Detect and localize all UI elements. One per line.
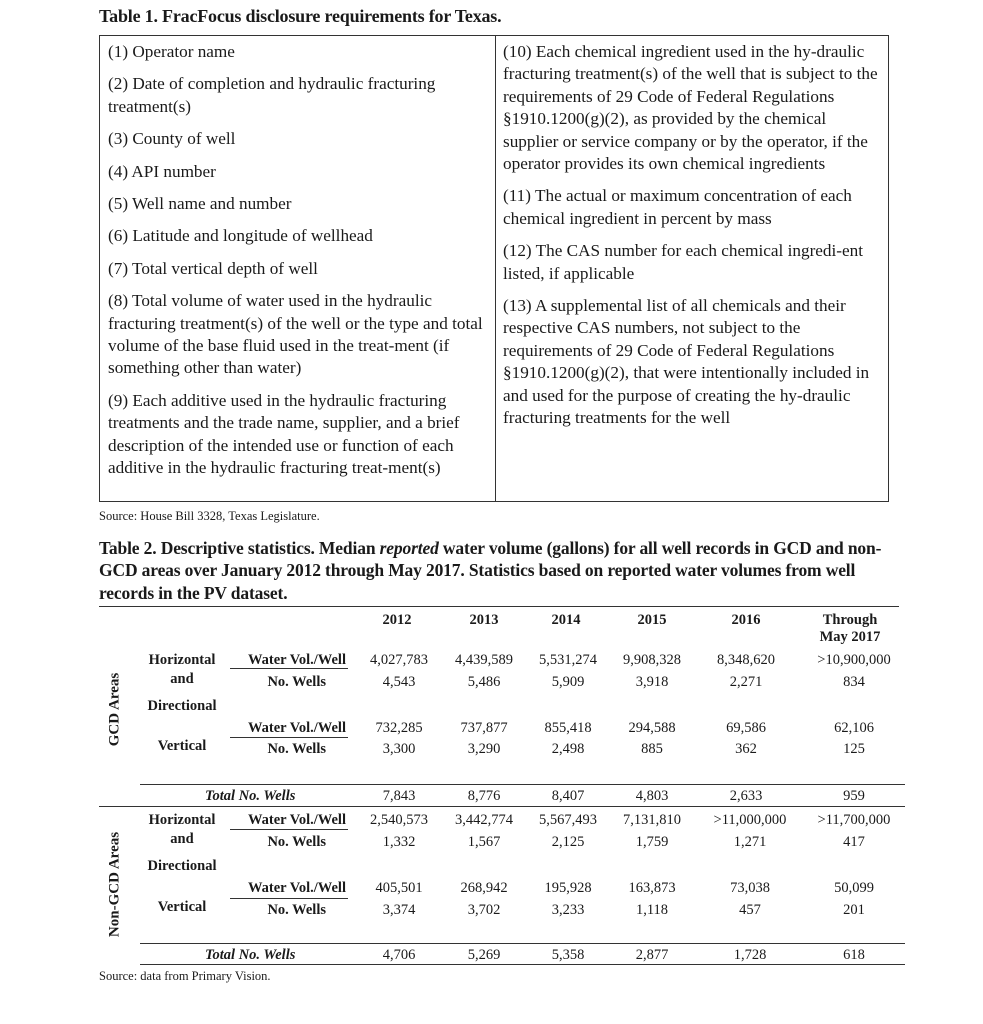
requirement-1: (1) Operator name bbox=[108, 42, 235, 61]
gcd-total-2016: 2,633 bbox=[729, 788, 763, 804]
gcd-hd-water-2012: 4,027,783 bbox=[370, 652, 428, 668]
gcd-hd-water-2017: >10,900,000 bbox=[817, 652, 891, 668]
table2-title-italic: reported bbox=[379, 538, 439, 558]
nongcd-directional-label: Directional bbox=[147, 858, 217, 874]
table2-top-rule bbox=[99, 606, 899, 607]
nongcd-v-water-label: Water Vol./Well bbox=[247, 880, 346, 896]
year-header-2014: 2014 bbox=[551, 612, 581, 628]
nongcd-hd-wells-2016: 1,271 bbox=[733, 834, 767, 850]
gcd-horizontal-label: Horizontal bbox=[148, 652, 216, 668]
nongcd-horizontal-label: Horizontal bbox=[148, 812, 216, 828]
nongcd-hd-wells-label: No. Wells bbox=[267, 834, 326, 850]
gcd-v-water-2015: 294,588 bbox=[628, 720, 676, 736]
gcd-hd-water-label: Water Vol./Well bbox=[247, 652, 346, 668]
nongcd-and-label: and bbox=[170, 831, 194, 847]
nongcd-v-wells-2013: 3,702 bbox=[467, 902, 501, 918]
nongcd-total-2015: 2,877 bbox=[635, 947, 669, 963]
gcd-hd-wells-label: No. Wells bbox=[267, 674, 326, 690]
nongcd-v-wells-2014: 3,233 bbox=[551, 902, 585, 918]
gcd-v-wells-2015: 885 bbox=[641, 741, 663, 757]
nongcd-v-water-2015: 163,873 bbox=[628, 880, 676, 896]
gcd-total-top-rule bbox=[140, 784, 905, 785]
gcd-v-wells-2017: 125 bbox=[843, 741, 865, 757]
gcd-v-water-2014: 855,418 bbox=[544, 720, 592, 736]
year-header-may-2017: May 2017 bbox=[819, 629, 881, 645]
nongcd-hd-water-2014: 5,567,493 bbox=[539, 812, 597, 828]
requirement-7: (7) Total vertical depth of well bbox=[108, 258, 318, 278]
requirement-2: (2) Date of completion and hydraulic fracturing treatment(s) bbox=[108, 74, 436, 116]
table2-title bbox=[99, 537, 899, 604]
year-header-2015: 2015 bbox=[637, 612, 667, 628]
nongcd-hd-water-2016: >11,000,000 bbox=[713, 812, 787, 828]
requirement-6: (6) Latitude and longitude of wellhead bbox=[108, 226, 373, 246]
gcd-v-wells-2013: 3,290 bbox=[467, 741, 501, 757]
table2-bottom-rule bbox=[140, 964, 905, 965]
nongcd-hd-water-label: Water Vol./Well bbox=[247, 812, 346, 828]
nongcd-hd-label-rule bbox=[230, 829, 348, 830]
nongcd-hd-water-2012: 2,540,573 bbox=[370, 812, 428, 828]
gcd-total-label: Total No. Wells bbox=[205, 788, 296, 804]
nongcd-v-wells-2012: 3,374 bbox=[382, 902, 416, 918]
nongcd-hd-water-2017: >11,700,000 bbox=[817, 812, 891, 828]
nongcd-areas-label: Non-GCD Areas bbox=[106, 831, 123, 938]
gcd-hd-wells-2013: 5,486 bbox=[467, 674, 501, 690]
gcd-hd-wells-2014: 5,909 bbox=[551, 674, 585, 690]
gcd-v-water-2017: 62,106 bbox=[834, 720, 874, 736]
nongcd-v-wells-2015: 1,118 bbox=[635, 902, 669, 918]
gcd-total-2013: 8,776 bbox=[467, 788, 501, 804]
requirement-4: (4) API number bbox=[108, 161, 216, 181]
requirement-5: (5) Well name and number bbox=[108, 194, 292, 214]
year-header-through: Through bbox=[822, 612, 878, 628]
gcd-v-water-2016: 69,586 bbox=[726, 720, 766, 736]
nongcd-v-wells-2016: 457 bbox=[739, 902, 761, 918]
year-header-2016: 2016 bbox=[731, 612, 761, 628]
table1-title: Table 1. FracFocus disclosure requirements for Texas. bbox=[99, 6, 502, 26]
requirement-10: (10) Each chemical ingredient used in the hy-draulic fracturing treatment(s) of the well that is subject to the requirements of 29 Code of Federal Regulations §1910.1200(g)(2), as provided by the chemical supplier or service company or by the operator, if the operator provides its own chemical ingredients bbox=[503, 42, 878, 174]
nongcd-v-water-2012: 405,501 bbox=[375, 880, 423, 896]
nongcd-v-label-rule bbox=[230, 898, 348, 899]
nongcd-v-water-2016: 73,038 bbox=[730, 880, 770, 896]
nongcd-v-water-2017: 50,099 bbox=[834, 880, 874, 896]
nongcd-v-wells-2017: 201 bbox=[843, 902, 865, 918]
nongcd-total-label: Total No. Wells bbox=[205, 947, 296, 963]
requirement-12: (12) The CAS number for each chemical ingredi-ent listed, if applicable bbox=[503, 241, 864, 283]
gcd-and-label: and bbox=[170, 671, 194, 687]
nongcd-total-2014: 5,358 bbox=[551, 947, 585, 963]
table2-title-part2: water volume (gallons) for all well records in GCD and non-GCD areas over January 2012 through May 2017. Statistics based on reported water volumes from well records in the PV dataset. bbox=[99, 538, 882, 603]
nongcd-v-wells-label: No. Wells bbox=[267, 902, 326, 918]
nongcd-total-2017: 618 bbox=[843, 947, 865, 963]
gcd-hd-water-2013: 4,439,589 bbox=[455, 652, 513, 668]
gcd-v-wells-2016: 362 bbox=[735, 741, 757, 757]
table1-left-column bbox=[108, 41, 488, 490]
table2-title-part1: Table 2. Descriptive statistics. Median bbox=[99, 538, 380, 558]
year-header-2013: 2013 bbox=[469, 612, 499, 628]
nongcd-total-2013: 5,269 bbox=[467, 947, 501, 963]
gcd-directional-label: Directional bbox=[147, 698, 217, 714]
gcd-v-water-2012: 732,285 bbox=[375, 720, 423, 736]
gcd-total-2014: 8,407 bbox=[551, 788, 585, 804]
gcd-hd-wells-2012: 4,543 bbox=[382, 674, 416, 690]
requirement-11: (11) The actual or maximum concentration of each chemical ingredient in percent by mass bbox=[503, 186, 852, 228]
table1-source: Source: House Bill 3328, Texas Legislature. bbox=[99, 509, 320, 523]
nongcd-hd-water-2013: 3,442,774 bbox=[455, 812, 513, 828]
requirement-3: (3) County of well bbox=[108, 129, 236, 149]
nongcd-hd-wells-2017: 417 bbox=[843, 834, 865, 850]
gcd-total-2017: 959 bbox=[843, 788, 865, 804]
year-header-2012: 2012 bbox=[382, 612, 412, 628]
gcd-hd-wells-2016: 2,271 bbox=[729, 674, 763, 690]
table1-box bbox=[99, 35, 889, 502]
nongcd-total-top-rule bbox=[140, 943, 905, 944]
nongcd-hd-wells-2014: 2,125 bbox=[551, 834, 585, 850]
requirement-8: (8) Total volume of water used in the hydraulic fracturing treatment(s) of the well or the type and total volume of the base fluid used in the treat-ment (if something other than water) bbox=[108, 291, 483, 378]
nongcd-total-2016: 1,728 bbox=[733, 947, 767, 963]
requirement-13: (13) A supplemental list of all chemicals and their respective CAS numbers, not subject to the requirements of 29 Code of Federal Regulations §1910.1200(g)(2), that were intentionally included in and used for the purpose of creating the hy-draulic fracturing treatments for the well bbox=[503, 296, 870, 428]
gcd-hd-water-2016: 8,348,620 bbox=[717, 652, 775, 668]
gcd-hd-wells-2017: 834 bbox=[843, 674, 865, 690]
nongcd-hd-wells-2013: 1,567 bbox=[467, 834, 501, 850]
gcd-v-wells-2014: 2,498 bbox=[551, 741, 585, 757]
table2-source: Source: data from Primary Vision. bbox=[99, 969, 271, 983]
gcd-total-2012: 7,843 bbox=[382, 788, 416, 804]
gcd-v-wells-2012: 3,300 bbox=[382, 741, 416, 757]
nongcd-total-2012: 4,706 bbox=[382, 947, 416, 963]
gcd-vertical-label: Vertical bbox=[157, 738, 207, 754]
table1-column-divider bbox=[495, 36, 496, 501]
table1-right-column bbox=[503, 41, 885, 440]
nongcd-hd-wells-2015: 1,759 bbox=[635, 834, 669, 850]
nongcd-v-water-2014: 195,928 bbox=[544, 880, 592, 896]
gcd-areas-label: GCD Areas bbox=[106, 672, 123, 747]
gcd-section-bottom-rule bbox=[99, 806, 905, 807]
gcd-v-wells-label: No. Wells bbox=[267, 741, 326, 757]
gcd-v-water-label: Water Vol./Well bbox=[247, 720, 346, 736]
gcd-hd-wells-2015: 3,918 bbox=[635, 674, 669, 690]
gcd-v-water-2013: 737,877 bbox=[460, 720, 508, 736]
nongcd-hd-water-2015: 7,131,810 bbox=[623, 812, 681, 828]
gcd-total-2015: 4,803 bbox=[635, 788, 669, 804]
gcd-hd-water-2015: 9,908,328 bbox=[623, 652, 681, 668]
nongcd-hd-wells-2012: 1,332 bbox=[382, 834, 416, 850]
nongcd-v-water-2013: 268,942 bbox=[460, 880, 508, 896]
nongcd-vertical-label: Vertical bbox=[157, 899, 207, 915]
requirement-9: (9) Each additive used in the hydraulic fracturing treatments and the trade name, supplier, and a brief description of the intended use or function of each additive in the hydraulic fracturing treat-ment(s) bbox=[108, 390, 460, 478]
gcd-hd-water-2014: 5,531,274 bbox=[539, 652, 597, 668]
gcd-v-label-rule bbox=[230, 737, 348, 738]
